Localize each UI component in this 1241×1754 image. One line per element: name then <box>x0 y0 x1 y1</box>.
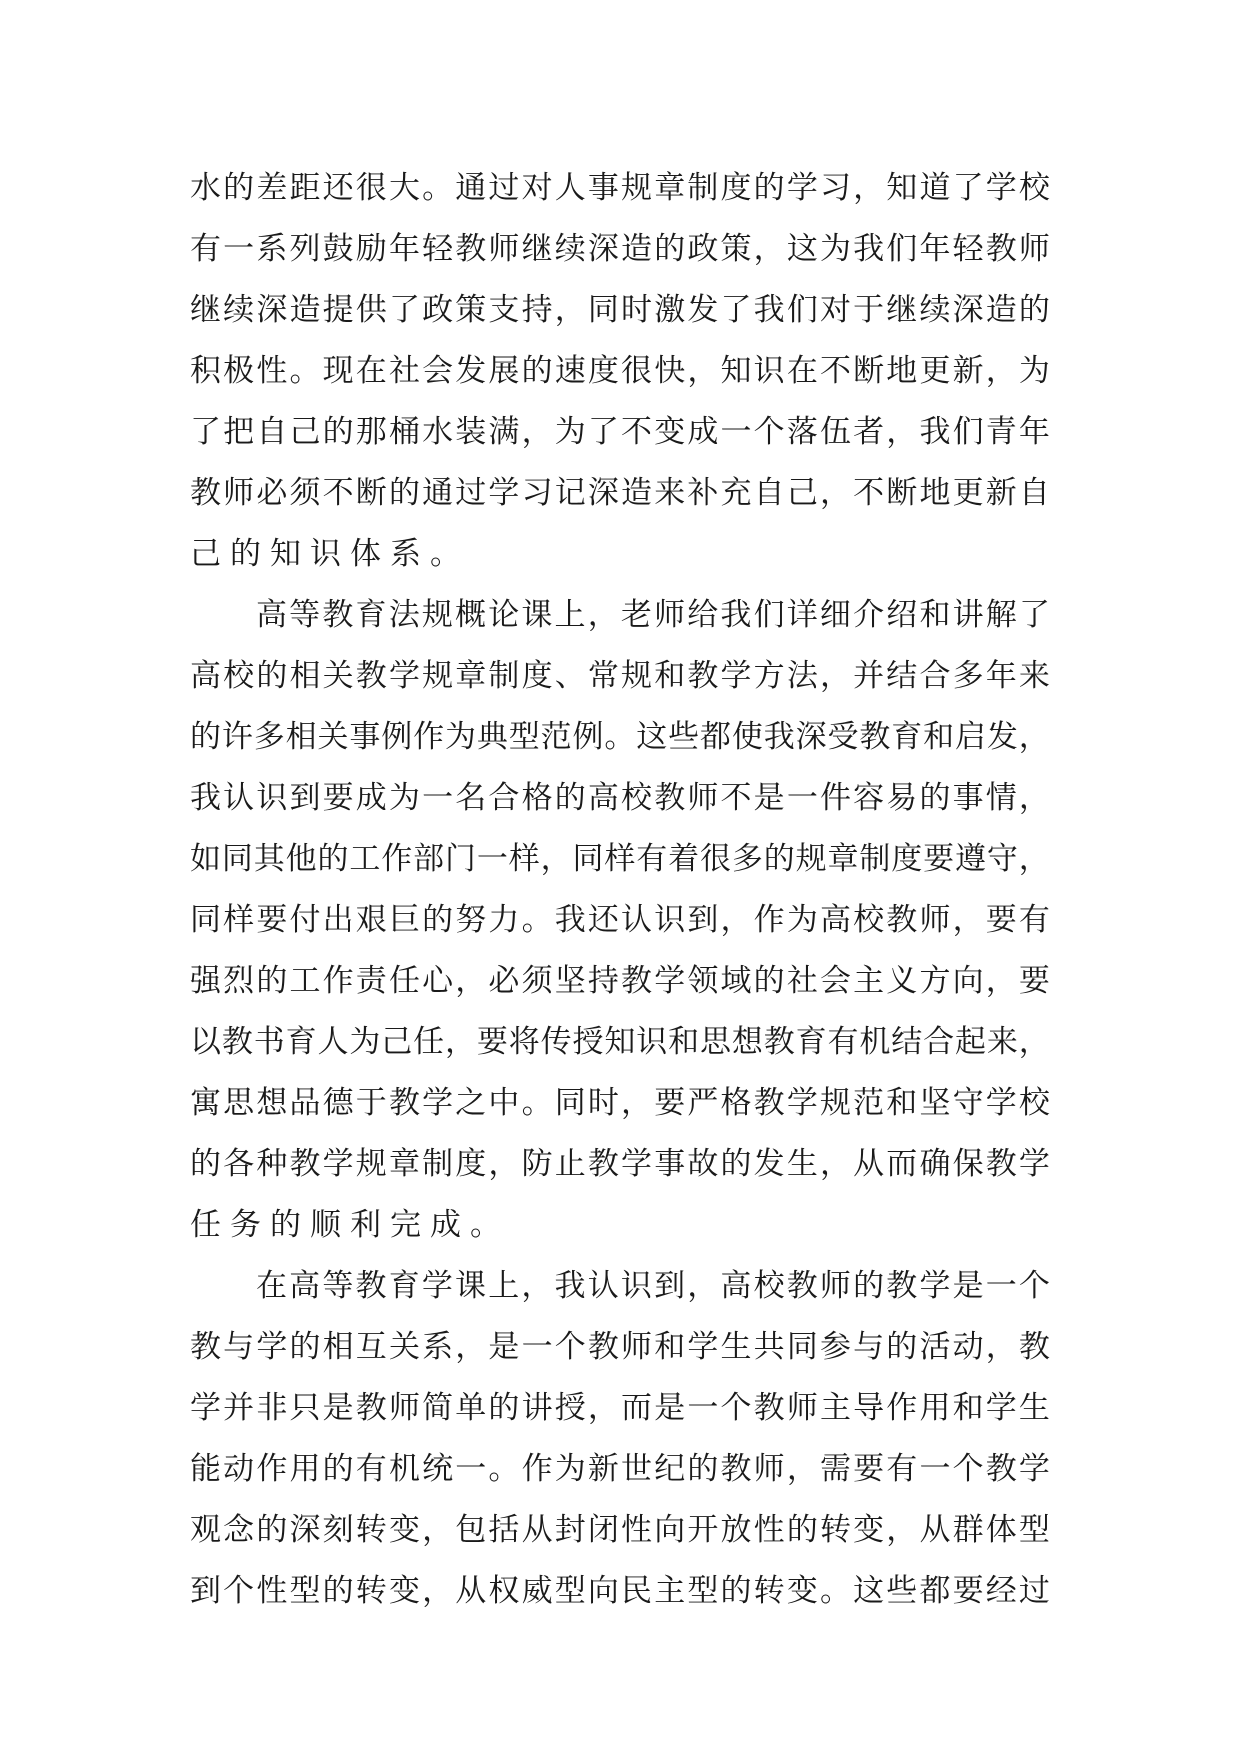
text-line: 以 教 书 育 人 为 己 任 ， 要 将 传 授 知 识 和 思 想 教 育 有 机 结 合 起 来 ， <box>190 1024 1050 1060</box>
text-line: 积 极 性 。 现 在 社 会 发 展 的 速 度 很 快 ， 知 识 在 不 断 地 更 新 ， 为 <box>190 353 1050 389</box>
text-line: 继 续 深 造 提 供 了 政 策 支 持 ， 同 时 激 发 了 我 们 对 于 继 续 深 造 的 <box>190 292 1050 328</box>
text-line: 强 烈 的 工 作 责 任 心 ， 必 须 坚 持 教 学 领 域 的 社 会 主 义 方 向 ， 要 <box>190 963 1050 999</box>
paragraph <box>190 585 1050 1256</box>
text-line: 如 同 其 他 的 工 作 部 门 一 样 ， 同 样 有 着 很 多 的 规 章 制 度 要 遵 守 ， <box>190 841 1050 877</box>
text-line: 高 校 的 相 关 教 学 规 章 制 度 、 常 规 和 教 学 方 法 ， 并 结 合 多 年 来 <box>190 658 1050 694</box>
text-line: 教 师 必 须 不 断 的 通 过 学 习 记 深 造 来 补 充 自 己 ， 不 断 地 更 新 自 <box>190 475 1050 511</box>
text-line: 高 等 教 育 法 规 概 论 课 上 ， 老 师 给 我 们 详 细 介 绍 和 讲 解 了 <box>256 597 1050 633</box>
text-line: 学 并 非 只 是 教 师 简 单 的 讲 授 ， 而 是 一 个 教 师 主 导 作 用 和 学 生 <box>190 1390 1050 1426</box>
text-line: 在 高 等 教 育 学 课 上 ， 我 认 识 到 ， 高 校 教 师 的 教 学 是 一 个 <box>256 1268 1050 1304</box>
paragraph <box>190 158 1050 585</box>
body-text <box>190 158 1050 1622</box>
text-line: 水 的 差 距 还 很 大 。 通 过 对 人 事 规 章 制 度 的 学 习 ， 知 道 了 学 校 <box>190 170 1050 206</box>
text-line: 任务的顺利完成。 <box>190 1207 510 1243</box>
text-line: 观 念 的 深 刻 转 变 ， 包 括 从 封 闭 性 向 开 放 性 的 转 变 ， 从 群 体 型 <box>190 1512 1050 1548</box>
text-line: 的 各 种 教 学 规 章 制 度 ， 防 止 教 学 事 故 的 发 生 ， 从 而 确 保 教 学 <box>190 1146 1050 1182</box>
text-line: 了 把 自 己 的 那 桶 水 装 满 ， 为 了 不 变 成 一 个 落 伍 者 ， 我 们 青 年 <box>190 414 1050 450</box>
paragraph <box>190 1256 1050 1622</box>
text-line: 我 认 识 到 要 成 为 一 名 合 格 的 高 校 教 师 不 是 一 件 容 易 的 事 情 ， <box>190 780 1050 816</box>
text-line: 到 个 性 型 的 转 变 ， 从 权 威 型 向 民 主 型 的 转 变 。 这 些 都 要 经 过 <box>190 1573 1050 1609</box>
text-line: 己的知识体系。 <box>190 536 470 572</box>
text-line: 教 与 学 的 相 互 关 系 ， 是 一 个 教 师 和 学 生 共 同 参 与 的 活 动 ， 教 <box>190 1329 1050 1365</box>
text-line: 能 动 作 用 的 有 机 统 一 。 作 为 新 世 纪 的 教 师 ， 需 要 有 一 个 教 学 <box>190 1451 1050 1487</box>
text-line: 有 一 系 列 鼓 励 年 轻 教 师 继 续 深 造 的 政 策 ， 这 为 我 们 年 轻 教 师 <box>190 231 1050 267</box>
text-line: 同 样 要 付 出 艰 巨 的 努 力 。 我 还 认 识 到 ， 作 为 高 校 教 师 ， 要 有 <box>190 902 1050 938</box>
text-line: 的 许 多 相 关 事 例 作 为 典 型 范 例 。 这 些 都 使 我 深 受 教 育 和 启 发 ， <box>190 719 1050 755</box>
text-line: 寓 思 想 品 德 于 教 学 之 中 。 同 时 ， 要 严 格 教 学 规 范 和 坚 守 学 校 <box>190 1085 1050 1121</box>
